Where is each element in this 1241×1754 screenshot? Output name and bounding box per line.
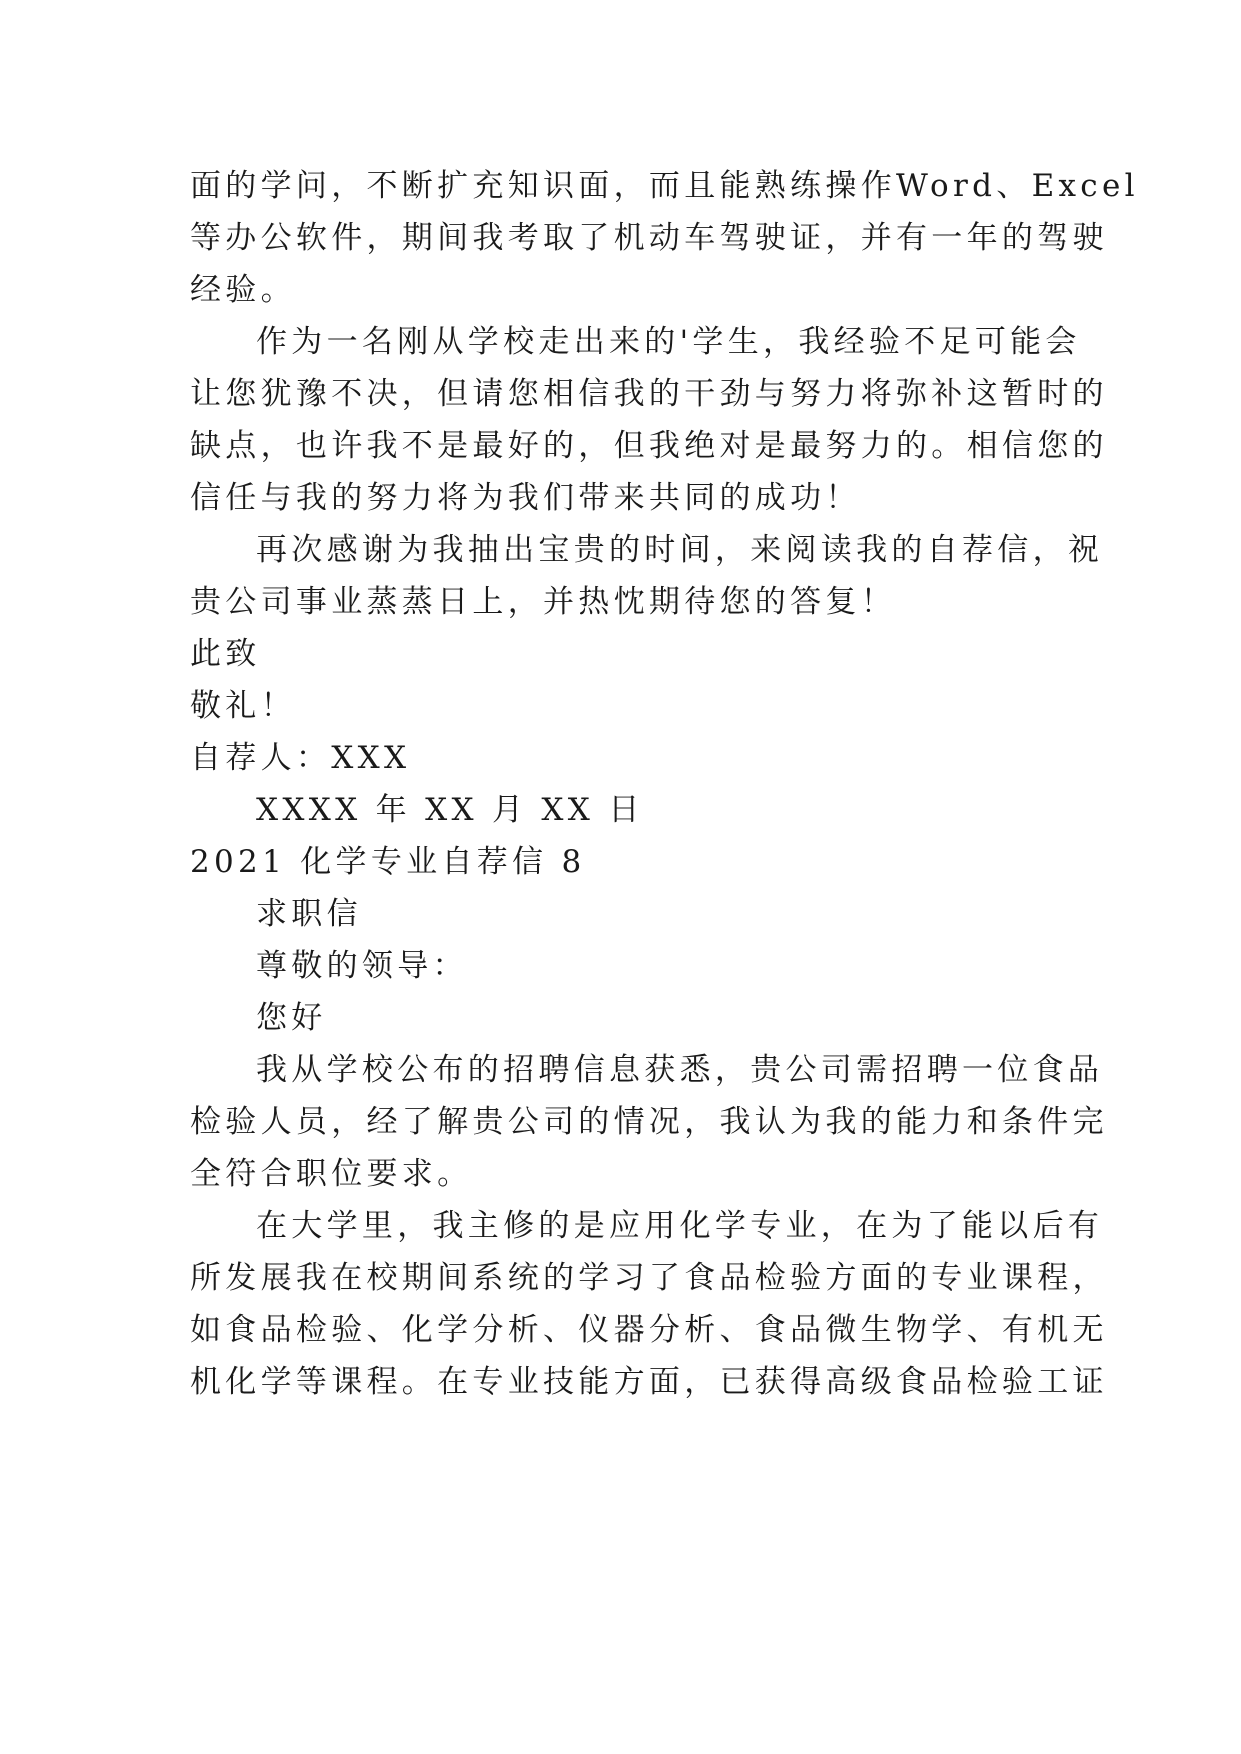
body-line: 缺点，也许我不是最好的，但我绝对是最努力的。相信您的 [190, 428, 1108, 464]
body-line: 全符合职位要求。 [190, 1156, 473, 1192]
body-line: 所发展我在校期间系统的学习了食品检验方面的专业课程， [190, 1260, 1108, 1296]
salutation-line: 敬礼！ [190, 688, 296, 724]
body-line: 如食品检验、化学分析、仪器分析、食品微生物学、有机无 [190, 1312, 1108, 1348]
closing-line: 此致 [190, 636, 261, 672]
greeting-line: 尊敬的领导： [256, 948, 468, 984]
paragraph-first-line: 作为一名刚从学校走出来的'学生，我经验不足可能会 [256, 324, 1081, 360]
body-line: 检验人员，经了解贵公司的情况，我认为我的能力和条件完 [190, 1104, 1108, 1140]
section-title: 2021 化学专业自荐信 8 [190, 844, 586, 880]
body-line: 等办公软件，期间我考取了机动车驾驶证，并有一年的驾驶 [190, 220, 1108, 256]
greeting-line: 您好 [256, 1000, 327, 1036]
body-line: 面的学问，不断扩充知识面，而且能熟练操作Word、Excel [190, 168, 1139, 204]
date-line: XXXX 年 XX 月 XX 日 [256, 792, 644, 828]
body-line: 机化学等课程。在专业技能方面，已获得高级食品检验工证 [190, 1364, 1108, 1400]
body-line: 让您犹豫不决，但请您相信我的干劲与努力将弥补这暂时的 [190, 376, 1108, 412]
paragraph-first-line: 我从学校公布的招聘信息获悉，贵公司需招聘一位食品 [256, 1052, 1104, 1088]
paragraph-first-line: 在大学里，我主修的是应用化学专业，在为了能以后有 [256, 1208, 1104, 1244]
body-line: 信任与我的努力将为我们带来共同的成功！ [190, 480, 861, 516]
body-line: 经验。 [190, 272, 296, 308]
letter-title: 求职信 [256, 896, 362, 932]
body-line: 贵公司事业蒸蒸日上，并热忱期待您的答复！ [190, 584, 896, 620]
paragraph-first-line: 再次感谢为我抽出宝贵的时间，来阅读我的自荐信，祝 [256, 532, 1104, 568]
signature-line: 自荐人：XXX [190, 740, 411, 776]
